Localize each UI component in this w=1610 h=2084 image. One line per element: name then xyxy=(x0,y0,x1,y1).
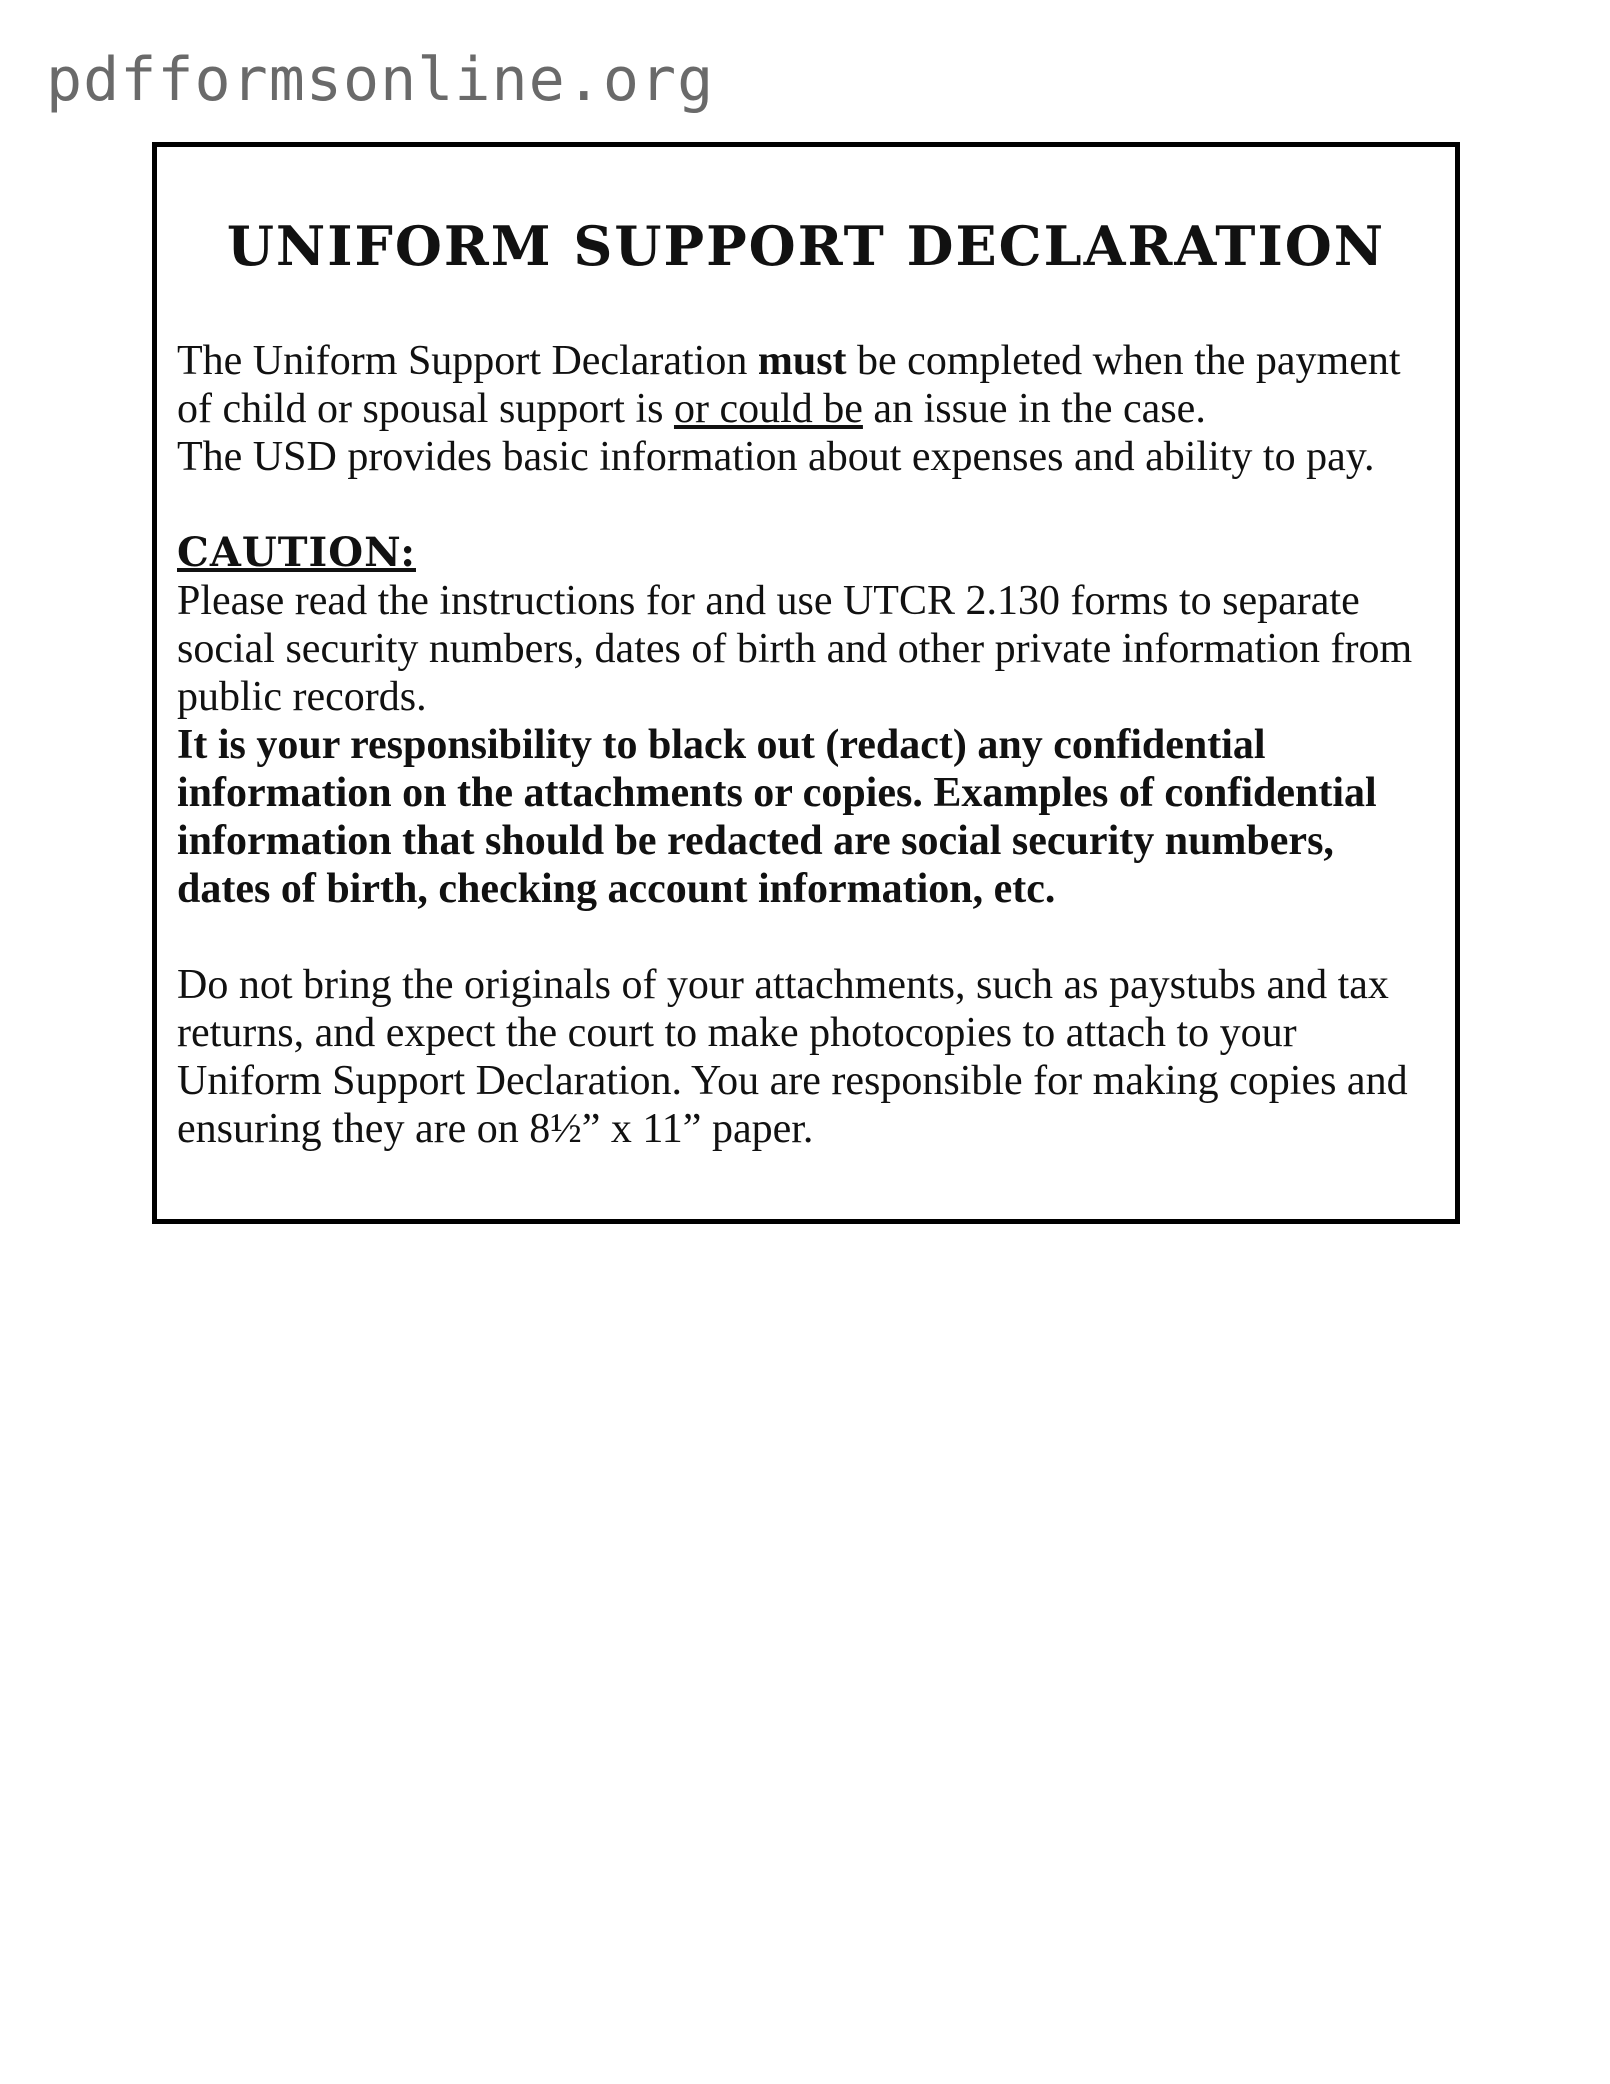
intro-must: must xyxy=(757,338,847,384)
caution-bold-text: It is your responsibility to black out (redact) any confidential information on the attachments or copies. Examples of confidential information that should be redacted are social security numbers, dates of birth, checking account information, etc. xyxy=(177,722,1377,912)
notice-box xyxy=(152,142,1460,1224)
site-watermark: pdfformsonline.org xyxy=(46,45,715,115)
intro-could-be: or could be xyxy=(673,386,863,432)
page-title: UNIFORM SUPPORT DECLARATION xyxy=(226,214,1386,278)
intro-text-3: an issue in the case. xyxy=(862,386,1206,432)
caution-heading: CAUTION: xyxy=(177,529,416,576)
intro-text-2: be completed when the payment of child or spousal support is xyxy=(177,338,1401,432)
intro-text-1: The Uniform Support Declaration xyxy=(177,338,758,384)
caution-text: Please read the instructions for and use UTCR 2.130 forms to separate social security numbers, dates of birth and other private information from public records. xyxy=(177,578,1413,720)
intro-paragraph xyxy=(177,337,1425,433)
notice-body xyxy=(177,337,1425,1153)
attachments-note: Do not bring the originals of your attachments, such as paystubs and tax returns, and expect the court to make photocopies to attach to your Uniform Support Declaration. You are responsible for making copies and ensuring they are on 8½” x 11” paper. xyxy=(177,962,1408,1152)
intro-line-2: The USD provides basic information about expenses and ability to pay. xyxy=(177,434,1375,480)
